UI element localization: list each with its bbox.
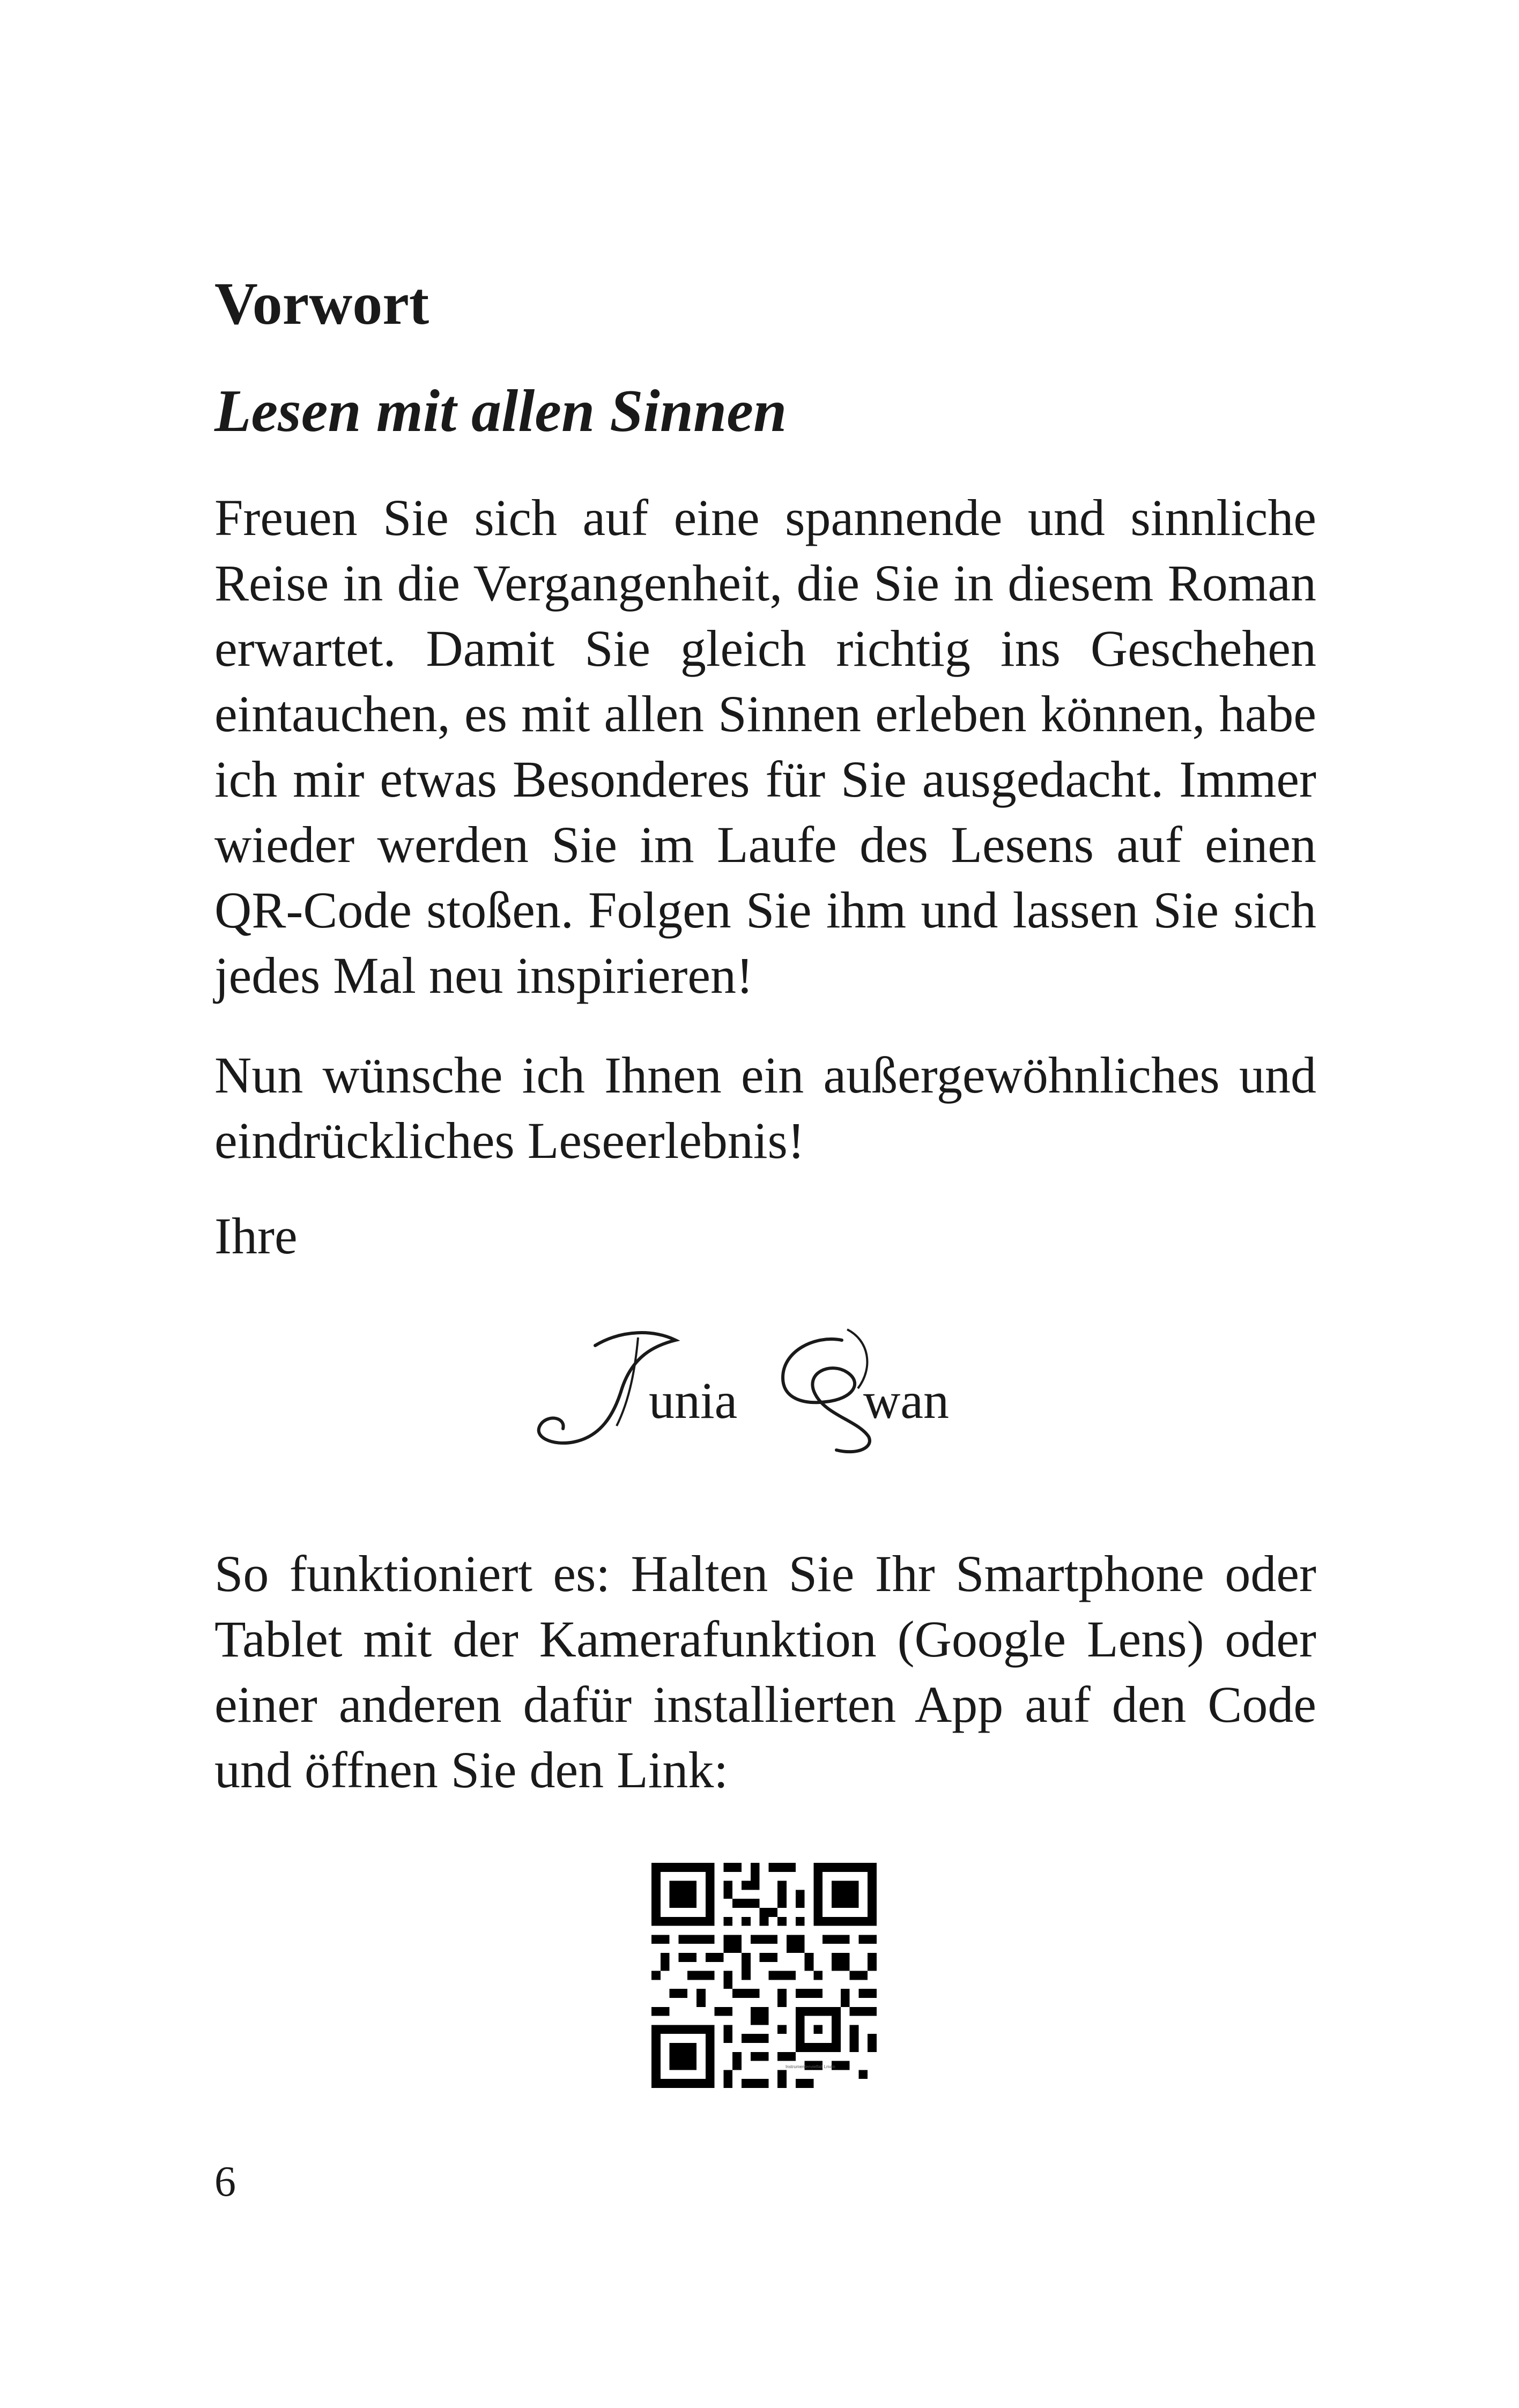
qr-code-graphic bbox=[651, 1863, 877, 2088]
svg-text:wan: wan bbox=[863, 1372, 949, 1429]
qr-instructions: So funktioniert es: Halten Sie Ihr Smartphone oder Tablet mit der Kamerafunktion (Google Lens) oder einer anderen dafür installierten App auf den Code und öffnen Sie den Link: bbox=[214, 1545, 1316, 1798]
qr-code[interactable] bbox=[651, 1863, 877, 2099]
author-signature bbox=[515, 1308, 997, 1469]
wish-paragraph: Nun wünsche ich Ihnen ein außergewöhnliches und eindrückliches Leseerlebnis! bbox=[214, 1046, 1316, 1169]
chapter-subtitle: Lesen mit allen Sinnen bbox=[214, 378, 787, 444]
qr-caption: Instrumentenvielfalt Lmals bbox=[786, 2064, 835, 2069]
intro-paragraph: Freuen Sie sich auf eine spannende und sinnliche Reise in die Vergangenheit, die Sie in diesem Roman erwartet. Damit Sie gleich richtig ins Geschehen eintauchen, es mit allen Sinnen erleben können, habe ich mir etwas Besonderes für Sie ausgedacht. Immer wieder werden Sie im Laufe des Lesens auf einen QR-Code stoßen. Folgen Sie ihm und lassen Sie sich jedes Mal neu inspirieren! bbox=[214, 489, 1316, 1004]
chapter-title: Vorwort bbox=[214, 271, 429, 337]
page-number: 6 bbox=[214, 2158, 236, 2205]
svg-text:unia: unia bbox=[649, 1372, 738, 1429]
closing-salutation: Ihre bbox=[214, 1207, 298, 1265]
